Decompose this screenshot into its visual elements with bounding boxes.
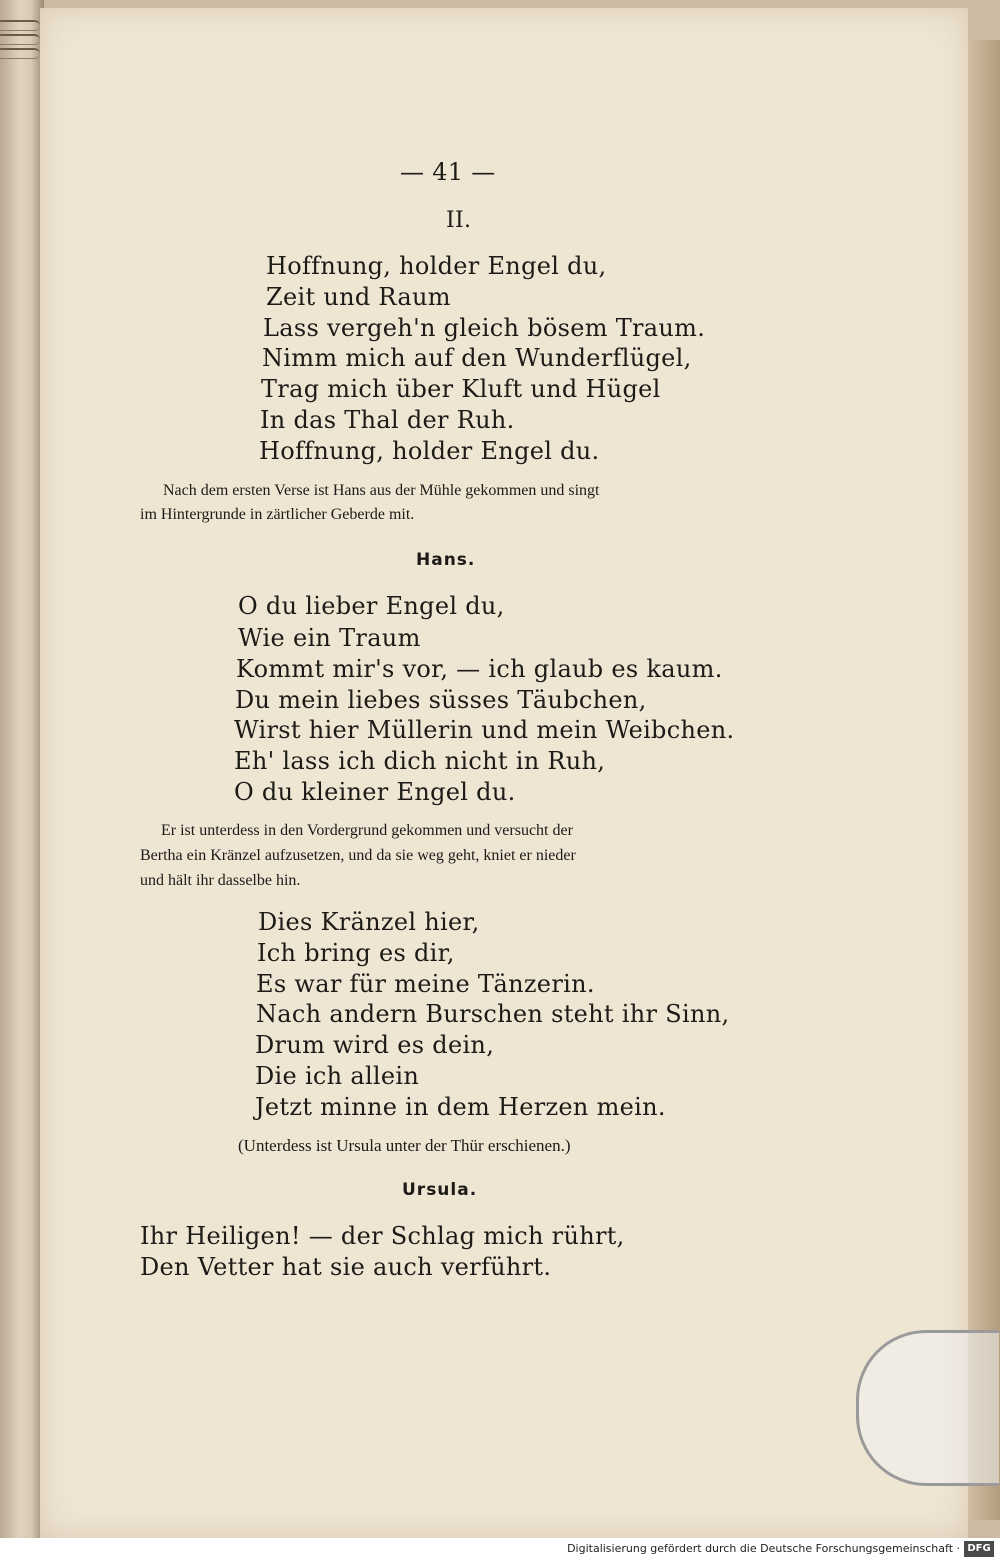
verse-line: Nimm mich auf den Wunderflügel, — [262, 344, 692, 372]
verse-line: Du mein liebes süsses Täubchen, — [235, 686, 647, 714]
verse-line: Ich bring es dir, — [257, 939, 455, 967]
speaker-name: Ursula. — [402, 1180, 478, 1200]
book-binding — [0, 0, 44, 1562]
verse-line: Nach andern Burschen steht ihr Sinn, — [256, 1000, 730, 1028]
stage-direction-line: Er ist unterdess in den Vordergrund gekommen und versucht der — [161, 822, 573, 839]
stage-direction-line: und hält ihr dasselbe hin. — [140, 872, 301, 889]
verse-line: Drum wird es dein, — [255, 1031, 495, 1059]
verse-line: Hoffnung, holder Engel du. — [259, 437, 600, 465]
verse-line: Wirst hier Müllerin und mein Weibchen. — [234, 716, 735, 744]
verse-line: Eh' lass ich dich nicht in Ruh, — [234, 747, 606, 775]
stage-direction-line: Bertha ein Kränzel aufzusetzen, und da sie weg geht, kniet er nieder — [140, 847, 576, 864]
verse-line: Hoffnung, holder Engel du, — [266, 252, 607, 280]
dfg-logo: DFG — [964, 1541, 994, 1557]
verse-line: O du lieber Engel du, — [238, 592, 505, 620]
verse-line: In das Thal der Ruh. — [260, 406, 515, 434]
verse-line: Lass vergeh'n gleich bösem Traum. — [263, 314, 706, 342]
page-number: — 41 — — [400, 158, 496, 186]
verse-line: Dies Kränzel hier, — [258, 908, 480, 936]
verse-line: Jetzt minne in dem Herzen mein. — [255, 1093, 666, 1121]
verse-line: Es war für meine Tänzerin. — [256, 970, 595, 998]
stage-direction-line: (Unterdess ist Ursula unter der Thür erschienen.) — [238, 1136, 571, 1155]
verse-line: Zeit und Raum — [266, 283, 451, 311]
verse-line: Ihr Heiligen! — der Schlag mich rührt, — [140, 1222, 625, 1250]
footer-bar — [0, 1538, 1000, 1562]
speaker-name: Hans. — [416, 550, 476, 570]
stage-direction-line: Nach dem ersten Verse ist Hans aus der Mühle gekommen und singt — [163, 482, 600, 499]
paper-clip — [856, 1330, 999, 1486]
section-label: II. — [446, 208, 472, 233]
verse-line: Wie ein Traum — [238, 624, 421, 652]
verse-line: Den Vetter hat sie auch verführt. — [140, 1253, 552, 1281]
verse-line: Die ich allein — [255, 1062, 420, 1090]
verse-line: Kommt mir's vor, — ich glaub es kaum. — [236, 655, 723, 683]
footer-credit: Digitalisierung gefördert durch die Deutsche Forschungsgemeinschaft · — [567, 1542, 960, 1555]
verse-line: O du kleiner Engel du. — [234, 778, 516, 806]
verse-line: Trag mich über Kluft und Hügel — [261, 375, 661, 403]
stage-direction-line: im Hintergrunde in zärtlicher Geberde mit. — [140, 506, 415, 523]
